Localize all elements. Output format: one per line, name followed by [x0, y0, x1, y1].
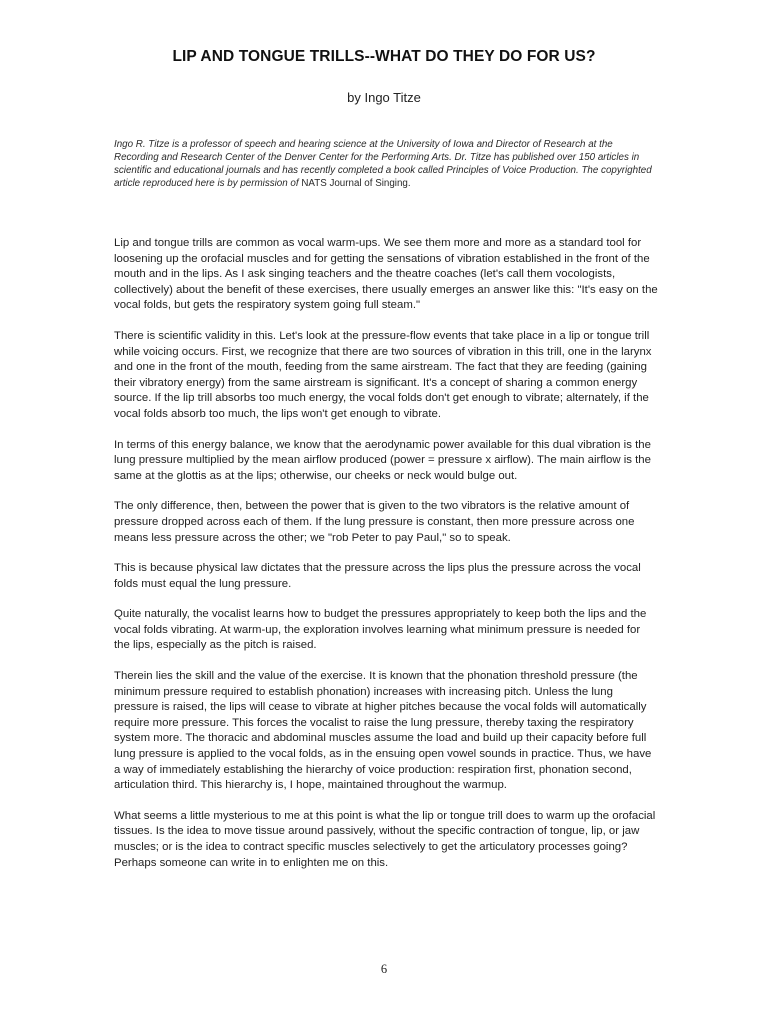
author-byline: by Ingo Titze — [347, 90, 421, 105]
paragraph: What seems a little mysterious to me at this point is what the lip or tongue trill does to warm up the orofacial tissues. Is the idea to move tissue around passively, without the specific contraction of tongue, lip, or jaw muscles; or is the idea to contract specific muscles selectively to get the articulatory processes going? Perhaps someone can write in to enlighten me on this. — [114, 809, 656, 869]
page-title: LIP AND TONGUE TRILLS--WHAT DO THEY DO FOR US? — [172, 48, 596, 65]
article-body — [114, 236, 658, 886]
page-number: 6 — [380, 962, 388, 976]
paragraph: This is because physical law dictates that the pressure across the lips plus the pressure across the vocal folds must equal the lung pressure. — [114, 562, 641, 590]
paragraph: Lip and tongue trills are common as vocal warm-ups. We see them more and more as a standard tool for loosening up the orofacial muscles and for getting the sensations of vibration established in the front of the mouth and in the lips. As I ask singing teachers and the theatre coaches (let's call them vocologists, collectively) about the benefit of these exercises, there usually emerges an answer like this: "It's easy on the vocal folds, but gets the respiratory system going full steam." — [114, 237, 658, 312]
paragraph: Therein lies the skill and the value of the exercise. It is known that the phonation threshold pressure (the minimum pressure required to establish phonation) increases with increasing pitch. Unless the lung pressure is raised, the lips will cease to vibrate at higher pitches because the vocal folds will automatically require more pressure. This forces the vocalist to raise the lung pressure, thereby taxing the respiratory system more. The thoracic and abdominal muscles assume the load and build up their capacity before full lung pressure is applied to the vocal folds, as in the ensuing open vowel sounds in practice. Thus, we have a way of immediately establishing the hierarchy of voice production: respiration first, phonation second, articulation third. This hierarchy is, I hope, maintained throughout the warmup. — [114, 670, 652, 792]
author-bio-text: Ingo R. Titze is a professor of speech and hearing science at the University of Iowa and Director of Research at the Recording and Research Center of the Denver Center for the Performing Arts. Dr. Titze has published over 150 articles in scientific and educational journals and has recently completed a book called Principles of Voice Production. The copyrighted article reproduced here is by permission of — [114, 139, 652, 190]
author-bio — [114, 138, 656, 190]
paragraph: Quite naturally, the vocalist learns how to budget the pressures appropriately to keep both the lips and the vocal folds vibrating. At warm-up, the exploration involves learning what minimum pressure is needed for the lips, especially as the pitch is raised. — [114, 608, 647, 652]
paragraph: There is scientific validity in this. Let's look at the pressure-flow events that take place in a lip or tongue trill while voicing occurs. First, we recognize that there are two sources of vibration in this trill, one in the larynx and one in the front of the mouth, feeding from the same airstream. The fact that they are feeding (gaining their vibratory energy) from the same airstream is significant. It's a concept of sharing a common energy source. If the lip trill absorbs too much energy, the vocal folds don't get enough to vibrate; alternately, if the vocal folds absorb too much, the lips won't get enough to vibrate. — [114, 329, 652, 420]
paragraph: In terms of this energy balance, we know that the aerodynamic power available for this dual vibration is the lung pressure multiplied by the mean airflow produced (power = pressure x airflow). The main airflow is the same at the glottis as at the lips; otherwise, our cheeks or neck would bulge out. — [114, 438, 651, 482]
paragraph: The only difference, then, between the power that is given to the two vibrators is the relative amount of pressure dropped across each of them. If the lung pressure is constant, then more pressure across one means less pressure across the other; we "rob Peter to pay Paul," so to speak. — [114, 500, 635, 544]
journal-name: NATS Journal of Singing. — [301, 178, 411, 190]
